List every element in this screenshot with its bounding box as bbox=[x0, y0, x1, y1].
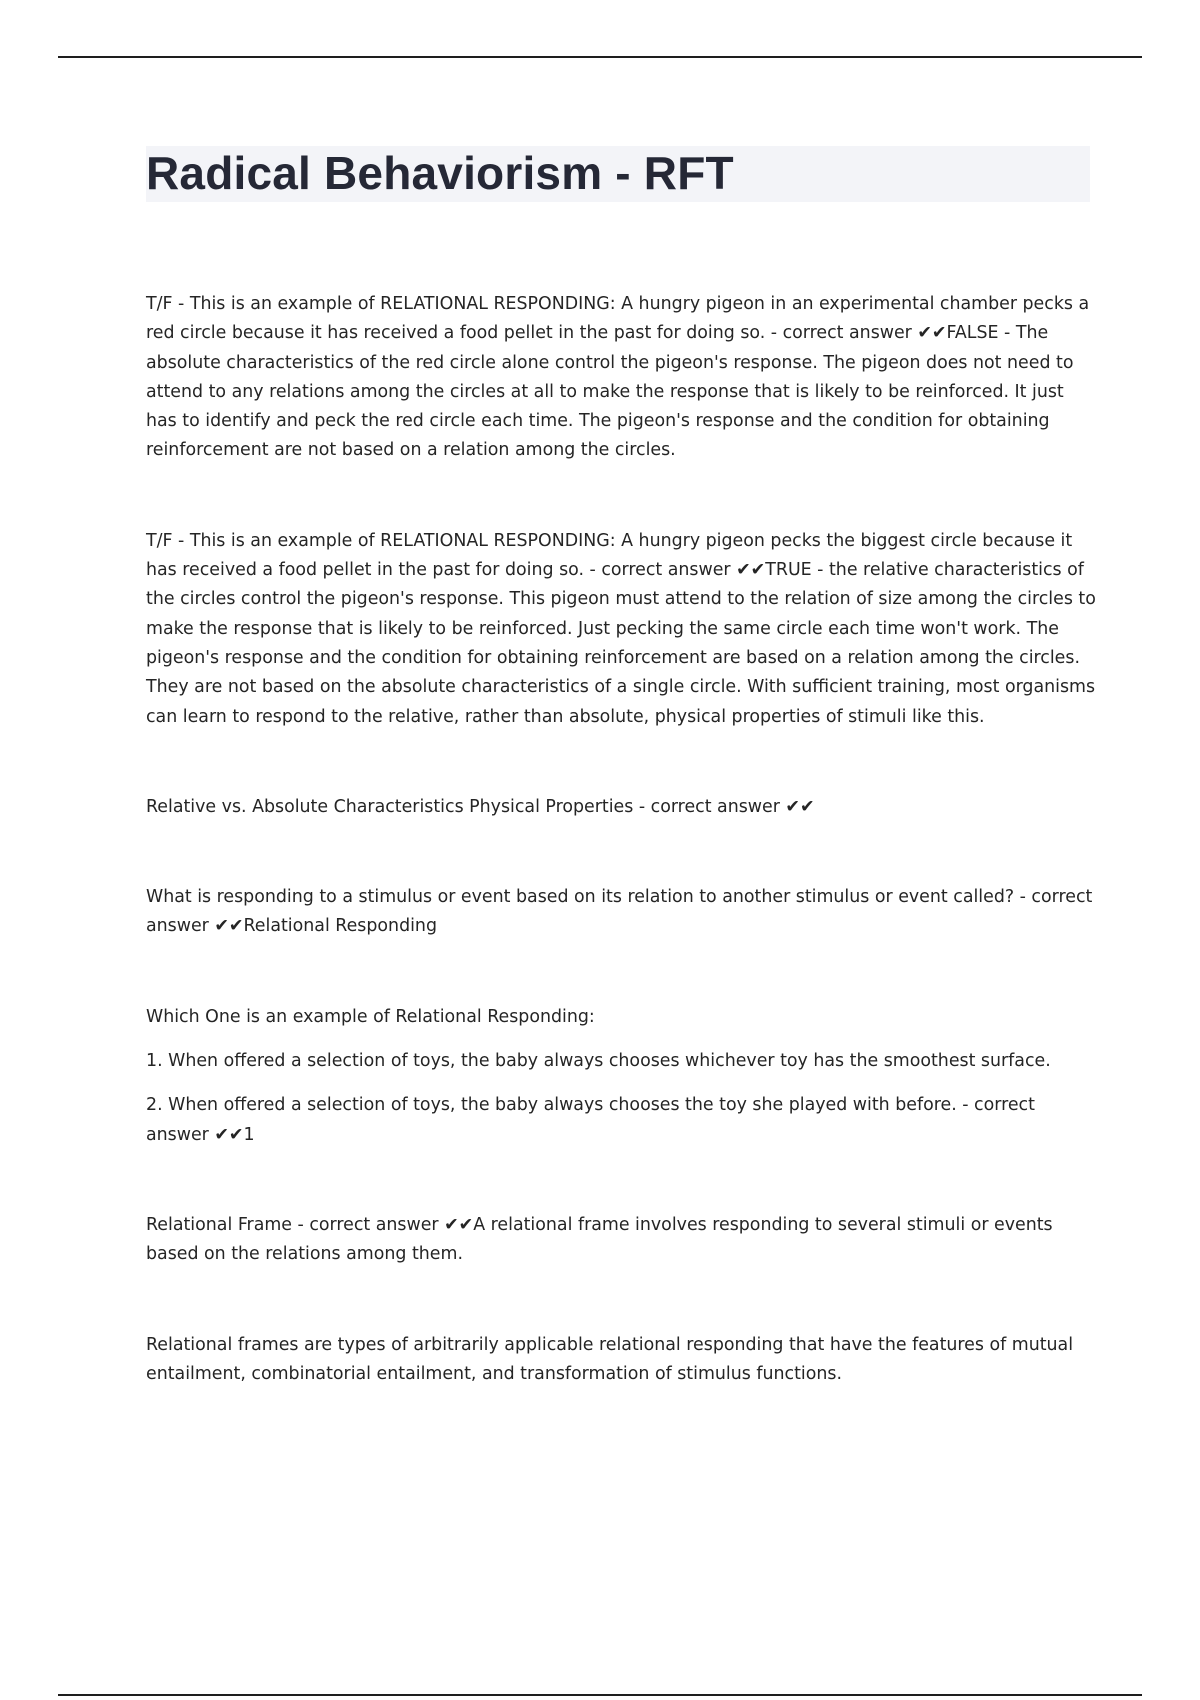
spacer bbox=[146, 1076, 1096, 1091]
spacer bbox=[146, 732, 1096, 793]
qa-item-pigeon-red-circle: T/F - This is an example of RELATIONAL RESPONDING: A hungry pigeon in an experimental chamber pecks a red circle because it has received a food pellet in the past for doing so. - correct answer ✔✔FALSE - The absolute characteristics of the red circle alone control the pigeon's response. The pigeon does not need to attend to any relations among the circles at all to make the response that is likely to be reinforced. It just has to identify and peck the red circle each time. The pigeon's response and the condition for obtaining reinforcement are not based on a relation among the circles. bbox=[146, 294, 1090, 461]
qa-item-pigeon-biggest-circle: T/F - This is an example of RELATIONAL RESPONDING: A hungry pigeon pecks the biggest circle because it has received a food pellet in the past for doing so. - correct answer ✔✔TRUE - the relative characteristics of the circles control the pigeon's response. This pigeon must attend to the relation of size among the circles to make the response that is likely to be reinforced. Just pecking the same circle each time won't work. The pigeon's response and the condition for obtaining reinforcement are based on a relation among the circles. They are not based on the absolute characteristics of a single circle. With sufficient training, most organisms can learn to respond to the relative, rather than absolute, physical properties of stimuli like this. bbox=[146, 530, 1096, 727]
spacer bbox=[146, 1270, 1096, 1331]
header-rule bbox=[58, 56, 1142, 58]
qa-item-relational-frames-types: Relational frames are types of arbitrarily applicable relational responding that have the features of mutual entailment, combinatorial entailment, and transformation of stimulus functions. bbox=[146, 1334, 1074, 1384]
document-body bbox=[146, 290, 1096, 1389]
qa-item-option-2: 2. When offered a selection of toys, the baby always chooses the toy she played with before. - correct answer ✔✔1 bbox=[146, 1095, 1035, 1145]
spacer bbox=[146, 466, 1096, 527]
spacer bbox=[146, 1032, 1096, 1047]
spacer bbox=[146, 822, 1096, 883]
qa-item-relational-frame: Relational Frame - correct answer ✔✔A relational frame involves responding to several stimuli or events based on the relations among them. bbox=[146, 1214, 1053, 1265]
qa-item-which-one-question: Which One is an example of Relational Responding: bbox=[146, 1006, 595, 1027]
footer-rule bbox=[58, 1694, 1142, 1696]
page-title: Radical Behaviorism - RFT bbox=[146, 147, 734, 199]
qa-item-option-1: 1. When offered a selection of toys, the baby always chooses whichever toy has the smoothest surface. bbox=[146, 1051, 1051, 1072]
qa-item-relative-vs-absolute: Relative vs. Absolute Characteristics Physical Properties - correct answer ✔✔ bbox=[146, 796, 815, 817]
qa-item-relational-responding: What is responding to a stimulus or event based on its relation to another stimulus or event called? - correct answer ✔✔Relational Responding bbox=[146, 887, 1093, 937]
spacer bbox=[146, 1150, 1096, 1211]
spacer bbox=[146, 942, 1096, 1003]
